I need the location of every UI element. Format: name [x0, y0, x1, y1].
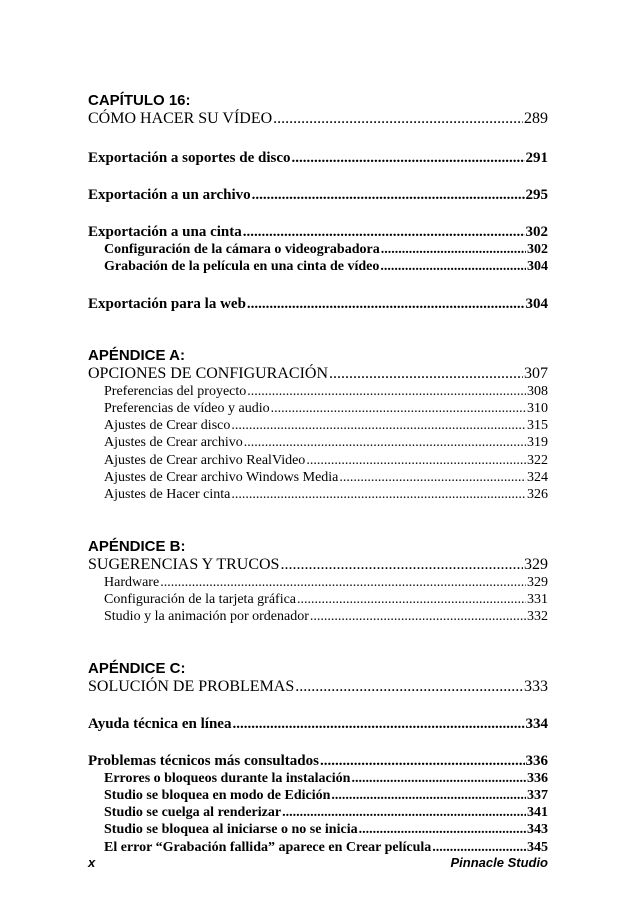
toc-subentries — [88, 383, 548, 504]
toc-entry-page: 310 — [527, 400, 548, 416]
toc-entry-page: 304 — [527, 259, 548, 275]
toc-entry-page: 307 — [524, 364, 548, 382]
toc-chapter-section — [88, 92, 548, 128]
toc-entry-page: 336 — [525, 752, 548, 769]
toc-entry-title: Problemas técnicos más consultados — [88, 752, 319, 769]
dot-leader — [297, 591, 526, 608]
toc-major-entry[interactable] — [88, 715, 548, 733]
toc-entry-page: 308 — [527, 383, 548, 399]
dot-leader — [432, 839, 526, 856]
toc-sub-entry[interactable] — [88, 787, 548, 804]
toc-sub-entry[interactable] — [88, 434, 548, 451]
dot-leader — [359, 821, 526, 838]
toc-entry-page: 333 — [524, 677, 548, 695]
toc-major-entry[interactable] — [88, 295, 548, 313]
toc-sub-entry[interactable] — [88, 608, 548, 625]
toc-subentries — [88, 574, 548, 626]
toc-chapter-section — [88, 660, 548, 696]
toc-entry-page: 319 — [527, 435, 548, 451]
toc-sub-entry[interactable] — [88, 383, 548, 400]
toc-subentries — [88, 241, 548, 276]
toc-sub-entry[interactable] — [88, 821, 548, 838]
toc-sub-entry[interactable] — [88, 241, 548, 258]
dot-leader — [339, 469, 526, 486]
dot-leader — [273, 110, 523, 128]
toc-entry-title: Ajustes de Hacer cinta — [104, 487, 231, 503]
dot-leader — [244, 434, 526, 451]
dot-leader — [320, 752, 525, 770]
toc-entry-title: Studio y la animación por ordenador — [104, 609, 309, 625]
toc-sub-entry[interactable] — [88, 591, 548, 608]
toc-chapter-section — [88, 538, 548, 626]
chapter-label: CAPÍTULO 16: — [88, 92, 191, 109]
dot-leader — [295, 678, 523, 696]
chapter-title-row[interactable] — [88, 365, 548, 383]
toc-entry-page: 326 — [527, 487, 548, 503]
toc-entry-page: 334 — [525, 715, 548, 732]
toc-sub-entry[interactable] — [88, 469, 548, 486]
toc-entry-title: CÓMO HACER SU VÍDEO — [88, 110, 273, 127]
toc-entry-page: 332 — [527, 609, 548, 625]
toc-entry-title: Exportación a soportes de disco — [88, 150, 291, 166]
dot-leader — [380, 258, 526, 275]
toc-entry-title: Grabación de la película en una cinta de vídeo — [104, 259, 380, 275]
toc-entry-title: Ajustes de Crear archivo — [104, 435, 243, 451]
toc-entry-title: Ayuda técnica en línea — [88, 715, 232, 732]
toc-entry-title: Ajustes de Crear disco — [104, 418, 231, 434]
toc-entry-page: 302 — [527, 242, 548, 257]
toc-entry-title: Preferencias de vídeo y audio — [104, 400, 270, 416]
toc-entry-title: Hardware — [104, 574, 160, 590]
dot-leader — [351, 770, 526, 787]
page-number: x — [88, 855, 96, 870]
dot-leader — [381, 241, 526, 258]
toc-entry-page: 337 — [527, 787, 548, 803]
toc-entry-title: OPCIONES DE CONFIGURACIÓN — [88, 364, 329, 382]
dot-leader — [292, 149, 525, 167]
toc-entry-title: Configuración de la tarjeta gráfica — [104, 591, 297, 607]
toc-entry-page: 322 — [527, 452, 548, 468]
dot-leader — [310, 608, 526, 625]
toc-entry-title: SOLUCIÓN DE PROBLEMAS — [88, 677, 295, 695]
toc-entry-page: 324 — [527, 470, 548, 486]
toc-sub-entry[interactable] — [88, 486, 548, 503]
dot-leader — [329, 365, 523, 383]
chapter-title-row[interactable] — [88, 678, 548, 696]
toc-entry-title: Exportación a un archivo — [88, 187, 251, 203]
toc-entry-title: Studio se bloquea al iniciarse o no se inicia — [104, 822, 358, 838]
toc-entry-page: 345 — [527, 839, 548, 855]
toc-entry-page: 329 — [527, 574, 548, 590]
toc-entry-page: 315 — [527, 418, 548, 434]
page-footer — [88, 855, 548, 870]
toc-sub-entry[interactable] — [88, 574, 548, 591]
toc-entry-page: 302 — [525, 224, 548, 240]
toc-major-entry[interactable] — [88, 186, 548, 204]
dot-leader — [282, 804, 526, 821]
toc-major-entry[interactable] — [88, 149, 548, 167]
chapter-title-row[interactable] — [88, 110, 548, 128]
toc-entry-page: 289 — [524, 110, 548, 127]
toc-entry-page: 341 — [527, 805, 548, 821]
toc-entry-title: Configuración de la cámara o videograbadora — [104, 242, 380, 257]
dot-leader — [280, 556, 523, 574]
book-title: Pinnacle Studio — [450, 855, 548, 870]
chapter-label: APÉNDICE A: — [88, 346, 185, 364]
toc-sub-entry[interactable] — [88, 770, 548, 787]
toc-chapter-section — [88, 347, 548, 504]
toc-sub-entry[interactable] — [88, 400, 548, 417]
toc-entry-page: 331 — [527, 591, 548, 607]
toc-section — [88, 223, 548, 276]
toc-entry-title: El error “Grabación fallida” aparece en Crear película — [104, 839, 432, 855]
dot-leader — [306, 452, 526, 469]
toc-entry-page: 343 — [527, 822, 548, 838]
toc-entry-title: Preferencias del proyecto — [104, 383, 247, 399]
toc-entry-title: Ajustes de Crear archivo RealVideo — [104, 452, 306, 468]
toc-entry-title: Exportación para la web — [88, 295, 246, 312]
dot-leader — [160, 574, 526, 591]
toc-entry-title: Errores o bloqueos durante la instalación — [104, 770, 351, 786]
toc-sub-entry[interactable] — [88, 804, 548, 821]
toc-section — [88, 295, 548, 313]
dot-leader — [331, 787, 526, 804]
chapter-label: APÉNDICE B: — [88, 537, 186, 555]
toc-major-entry[interactable] — [88, 752, 548, 770]
toc-section — [88, 149, 548, 167]
toc-entry-page: 329 — [524, 555, 548, 573]
dot-leader — [232, 715, 524, 733]
toc-entry-page: 336 — [527, 770, 548, 786]
toc-sub-entry[interactable] — [88, 839, 548, 856]
toc-entry-title: Exportación a una cinta — [88, 224, 242, 240]
toc-entry-title: Studio se cuelga al renderizar — [104, 805, 282, 821]
toc-entry-page: 295 — [525, 187, 548, 203]
toc-sub-entry[interactable] — [88, 452, 548, 469]
chapter-title-row[interactable] — [88, 556, 548, 574]
toc-entry-title: Ajustes de Crear archivo Windows Media — [104, 470, 339, 486]
toc-entry-page: 291 — [525, 150, 548, 166]
toc-entry-title: Studio se bloquea en modo de Edición — [104, 787, 331, 803]
toc-section — [88, 715, 548, 733]
toc-subentries — [88, 770, 548, 856]
toc-major-entry[interactable] — [88, 223, 548, 241]
dot-leader — [231, 417, 526, 434]
dot-leader — [247, 295, 525, 313]
toc-section — [88, 752, 548, 856]
dot-leader — [247, 383, 526, 400]
table-of-contents — [88, 92, 548, 856]
chapter-label: APÉNDICE C: — [88, 659, 186, 677]
toc-entry-title: SUGERENCIAS Y TRUCOS — [88, 555, 280, 573]
dot-leader — [252, 186, 525, 204]
toc-entry-page: 304 — [525, 295, 548, 312]
dot-leader — [243, 223, 525, 241]
toc-sub-entry[interactable] — [88, 417, 548, 434]
dot-leader — [271, 400, 526, 417]
toc-sub-entry[interactable] — [88, 258, 548, 275]
dot-leader — [231, 486, 526, 503]
toc-section — [88, 186, 548, 204]
